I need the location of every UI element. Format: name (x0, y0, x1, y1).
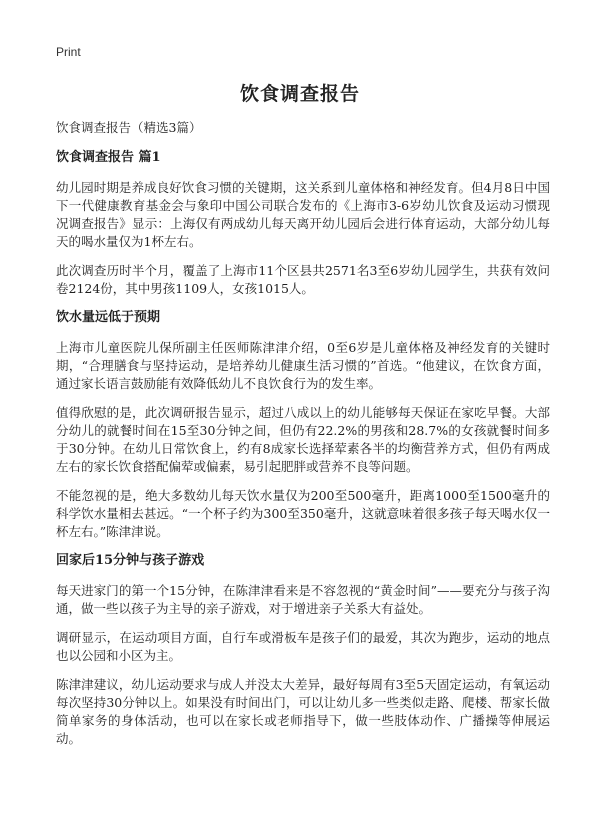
article-subtitle: 饮食调查报告（精选3篇） (56, 120, 202, 135)
paragraph: 不能忽视的是，绝大多数幼儿每天饮水量仅为200至500毫升，距离1000至1500毫升的科学饮水量相去甚远。“一个杯子约为300至350毫升，这就意味着很多孩子每天喝水仅一杯左右。”陈津津说。 (56, 488, 550, 539)
article-body (56, 119, 550, 759)
paragraph: 上海市儿童医院儿保所副主任医师陈津津介绍，0至6岁是儿童体格及神经发育的关键时期，“合理膳食与坚持运动，是培养幼儿健康生活习惯的”首选。“他建议，在饮食方面，通过家长语言鼓励能有效降低幼儿不良饮食行为的发生率。 (56, 340, 550, 391)
paragraph: 每天进家门的第一个15分钟，在陈津津看来是不容忽视的“黄金时间”——要充分与孩子沟通，做一些以孩子为主导的亲子游戏，对于增进亲子关系大有益处。 (56, 583, 550, 616)
paragraph: 此次调查历时半个月，覆盖了上海市11个区县共2571名3至6岁幼儿园学生，共获有效问卷2124份，其中男孩1109人，女孩1015人。 (56, 263, 550, 296)
paragraph: 幼儿园时期是养成良好饮食习惯的关键期，这关系到儿童体格和神经发育。但4月8日中国下一代健康教育基金会与象印中国公司联合发布的《上海市3-6岁幼儿饮食及运动习惯现况调查报告》显示：上海仅有两成幼儿每天离开幼儿园后会进行体育运动，大部分幼儿每天的喝水量仅为1杯左右。 (56, 180, 550, 249)
paragraph: 调研显示，在运动项目方面，自行车或滑板车是孩子们的最爱，其次为跑步，运动的地点也以公园和小区为主。 (56, 630, 550, 663)
document-title: 饮食调查报告 (239, 83, 360, 105)
print-link[interactable]: Print (56, 45, 81, 59)
section-heading-3: 回家后15分钟与孩子游戏 (56, 553, 205, 568)
paragraph: 陈津津建议，幼儿运动要求与成人并没太大差异，最好每周有3至5天固定运动，有氧运动每次坚持30分钟以上。如果没有时间出门，可以让幼儿多一些类似走路、爬楼、帮家长做简单家务的身体活动，也可以在家长或老师指导下，做一些肢体动作、广播操等伸展运动。 (56, 677, 550, 746)
section-heading-2: 饮水量远低于预期 (56, 310, 161, 325)
paragraph: 值得欣慰的是，此次调研报告显示，超过八成以上的幼儿能够每天保证在家吃早餐。大部分幼儿的就餐时间在15至30分钟之间，但仍有22.2%的男孩和28.7%的女孩就餐时间多于30分钟。在幼儿日常饮食上，约有8成家长选择荤素各半的均衡营养方式，但仍有两成左右的家长饮食搭配偏荤或偏素，易引起肥胖或营养不良等问题。 (56, 405, 550, 474)
section-heading-1: 饮食调查报告 篇1 (56, 150, 161, 165)
